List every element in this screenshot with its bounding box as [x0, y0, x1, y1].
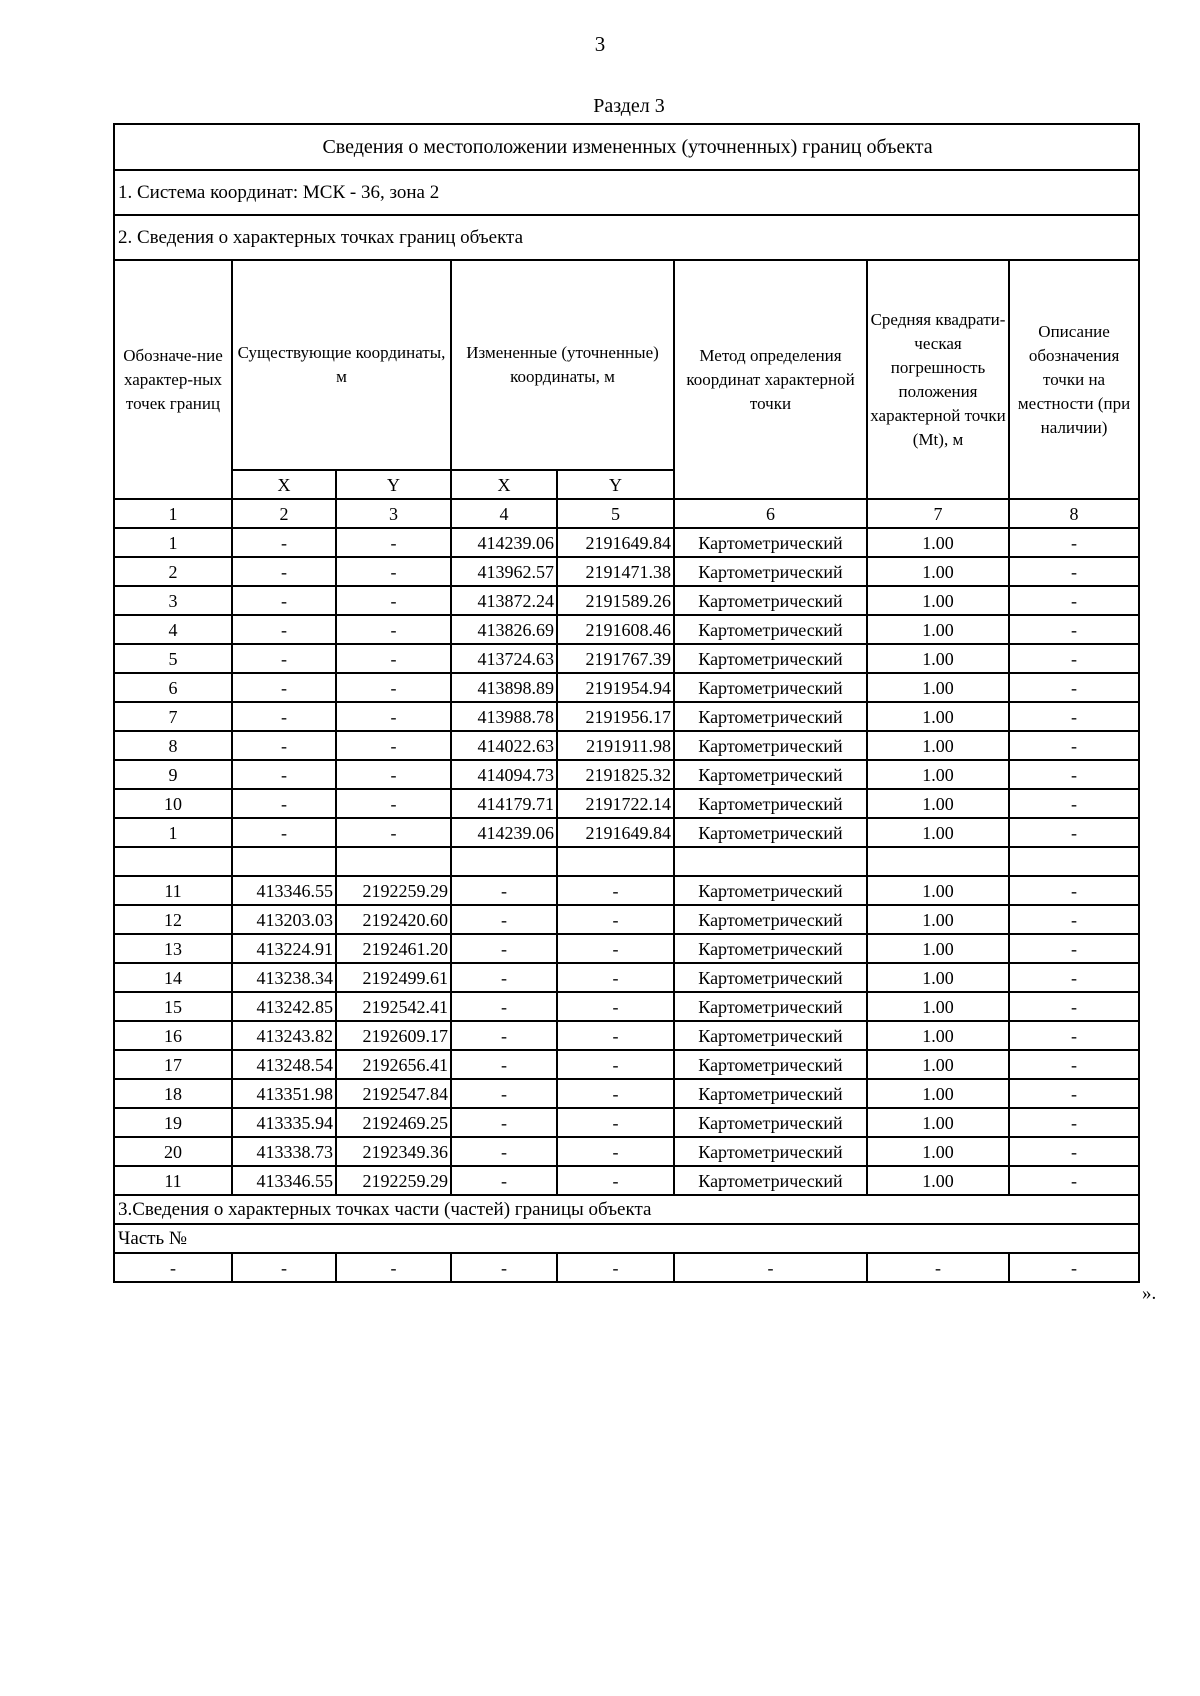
- point-cell: 18: [114, 1079, 232, 1108]
- changed-x-cell: -: [451, 1021, 557, 1050]
- point-cell: 2: [114, 557, 232, 586]
- column-number: 3: [336, 499, 451, 528]
- existing-x-cell: -: [232, 615, 336, 644]
- changed-x-cell: -: [451, 1050, 557, 1079]
- existing-y-cell: -: [336, 760, 451, 789]
- point-cell: 1: [114, 818, 232, 847]
- description-cell: -: [1009, 789, 1139, 818]
- mean-error-cell: 1.00: [867, 615, 1009, 644]
- description-cell: -: [1009, 905, 1139, 934]
- method-cell: Картометрический: [674, 731, 867, 760]
- mean-error-cell: 1.00: [867, 818, 1009, 847]
- existing-y-cell: 2192499.61: [336, 963, 451, 992]
- description-cell: -: [1009, 760, 1139, 789]
- description-cell: -: [1009, 818, 1139, 847]
- boundary-coordinates-table: [113, 123, 1140, 1283]
- method-cell: Картометрический: [674, 760, 867, 789]
- mean-error-cell: 1.00: [867, 789, 1009, 818]
- method-cell: Картометрический: [674, 818, 867, 847]
- changed-y-cell: -: [557, 876, 674, 905]
- changed-x-cell: 413826.69: [451, 615, 557, 644]
- point-cell: 8: [114, 731, 232, 760]
- description-cell: -: [1009, 1050, 1139, 1079]
- existing-x-cell: 413338.73: [232, 1137, 336, 1166]
- description-cell: -: [1009, 963, 1139, 992]
- point-cell: 10: [114, 789, 232, 818]
- existing-x-cell: -: [232, 702, 336, 731]
- point-cell: 9: [114, 760, 232, 789]
- table-row: [114, 586, 1139, 615]
- method-cell: Картометрический: [674, 557, 867, 586]
- changed-y-cell: 2191911.98: [557, 731, 674, 760]
- parts-cell: -: [1009, 1253, 1139, 1282]
- parts-heading: 3.Сведения о характерных точках части (частей) границы объекта: [114, 1195, 1139, 1224]
- existing-y-cell: 2192461.20: [336, 934, 451, 963]
- changed-y-cell: -: [557, 1050, 674, 1079]
- changed-x-cell: -: [451, 992, 557, 1021]
- existing-y-cell: -: [336, 702, 451, 731]
- point-cell: 1: [114, 528, 232, 557]
- header-description: Описание обозначения точки на местности (при наличии): [1009, 260, 1139, 499]
- section-label: Раздел 3: [593, 95, 665, 117]
- existing-y-cell: 2192609.17: [336, 1021, 451, 1050]
- changed-y-cell: 2191471.38: [557, 557, 674, 586]
- existing-y-cell: 2192547.84: [336, 1079, 451, 1108]
- table-row: [114, 905, 1139, 934]
- table-row: [114, 673, 1139, 702]
- existing-x-cell: -: [232, 789, 336, 818]
- description-cell: -: [1009, 702, 1139, 731]
- point-cell: 5: [114, 644, 232, 673]
- existing-x-cell: 413351.98: [232, 1079, 336, 1108]
- description-cell: -: [1009, 586, 1139, 615]
- method-cell: Картометрический: [674, 1137, 867, 1166]
- description-cell: -: [1009, 644, 1139, 673]
- changed-x-cell: -: [451, 1166, 557, 1195]
- changed-x-cell: 414179.71: [451, 789, 557, 818]
- existing-x-cell: 413346.55: [232, 1166, 336, 1195]
- method-cell: Картометрический: [674, 586, 867, 615]
- point-cell: 11: [114, 1166, 232, 1195]
- point-cell: 12: [114, 905, 232, 934]
- method-cell: Картометрический: [674, 905, 867, 934]
- column-number-row: [114, 499, 1139, 528]
- method-cell: Картометрический: [674, 1021, 867, 1050]
- method-cell: Картометрический: [674, 1050, 867, 1079]
- parts-cell: -: [114, 1253, 232, 1282]
- description-cell: -: [1009, 1021, 1139, 1050]
- existing-x-cell: 413346.55: [232, 876, 336, 905]
- changed-y-cell: 2191722.14: [557, 789, 674, 818]
- existing-x-cell: -: [232, 528, 336, 557]
- mean-error-cell: 1.00: [867, 1021, 1009, 1050]
- method-cell: Картометрический: [674, 644, 867, 673]
- mean-error-cell: 1.00: [867, 702, 1009, 731]
- changed-y-cell: -: [557, 1166, 674, 1195]
- changed-x-cell: -: [451, 934, 557, 963]
- table-row: [114, 557, 1139, 586]
- mean-error-cell: 1.00: [867, 1137, 1009, 1166]
- table-row: [114, 644, 1139, 673]
- description-cell: -: [1009, 1079, 1139, 1108]
- method-cell: Картометрический: [674, 934, 867, 963]
- existing-y-cell: -: [336, 528, 451, 557]
- method-cell: Картометрический: [674, 876, 867, 905]
- description-cell: -: [1009, 876, 1139, 905]
- mean-error-cell: 1.00: [867, 1166, 1009, 1195]
- column-number: 5: [557, 499, 674, 528]
- header-changed-x: X: [451, 470, 557, 499]
- changed-x-cell: 413872.24: [451, 586, 557, 615]
- parts-cell: -: [232, 1253, 336, 1282]
- changed-x-cell: -: [451, 963, 557, 992]
- description-cell: -: [1009, 1137, 1139, 1166]
- existing-y-cell: 2192656.41: [336, 1050, 451, 1079]
- changed-y-cell: -: [557, 1108, 674, 1137]
- description-cell: -: [1009, 731, 1139, 760]
- changed-y-cell: -: [557, 934, 674, 963]
- mean-error-cell: 1.00: [867, 1050, 1009, 1079]
- point-cell: 11: [114, 876, 232, 905]
- description-cell: -: [1009, 673, 1139, 702]
- header-changed-coords: Измененные (уточненные) координаты, м: [451, 260, 674, 470]
- method-cell: Картометрический: [674, 1108, 867, 1137]
- table-row: [114, 963, 1139, 992]
- existing-y-cell: 2192349.36: [336, 1137, 451, 1166]
- table-row: [114, 760, 1139, 789]
- method-cell: Картометрический: [674, 1079, 867, 1108]
- existing-x-cell: -: [232, 557, 336, 586]
- column-number: 1: [114, 499, 232, 528]
- changed-y-cell: 2191956.17: [557, 702, 674, 731]
- existing-y-cell: 2192469.25: [336, 1108, 451, 1137]
- existing-x-cell: -: [232, 760, 336, 789]
- point-cell: 6: [114, 673, 232, 702]
- changed-y-cell: -: [557, 1079, 674, 1108]
- changed-x-cell: -: [451, 1137, 557, 1166]
- existing-y-cell: 2192259.29: [336, 1166, 451, 1195]
- mean-error-cell: 1.00: [867, 673, 1009, 702]
- parts-cell: -: [557, 1253, 674, 1282]
- table-row: [114, 1050, 1139, 1079]
- existing-x-cell: -: [232, 644, 336, 673]
- existing-x-cell: -: [232, 586, 336, 615]
- changed-y-cell: 2191954.94: [557, 673, 674, 702]
- header-point-designation: Обозначе-ние характер-ных точек границ: [114, 260, 232, 499]
- table-row: [114, 934, 1139, 963]
- existing-y-cell: 2192420.60: [336, 905, 451, 934]
- description-cell: -: [1009, 615, 1139, 644]
- point-cell: 15: [114, 992, 232, 1021]
- parts-row: [114, 1253, 1139, 1282]
- mean-error-cell: 1.00: [867, 992, 1009, 1021]
- point-cell: 3: [114, 586, 232, 615]
- header-existing-y: Y: [336, 470, 451, 499]
- mean-error-cell: 1.00: [867, 1079, 1009, 1108]
- mean-error-cell: 1.00: [867, 1108, 1009, 1137]
- mean-error-cell: 1.00: [867, 876, 1009, 905]
- existing-x-cell: 413224.91: [232, 934, 336, 963]
- mean-error-cell: 1.00: [867, 644, 1009, 673]
- table-row: [114, 1108, 1139, 1137]
- changed-y-cell: -: [557, 992, 674, 1021]
- table-row: [114, 789, 1139, 818]
- mean-error-cell: 1.00: [867, 760, 1009, 789]
- column-number: 8: [1009, 499, 1139, 528]
- method-cell: Картометрический: [674, 615, 867, 644]
- header-changed-y: Y: [557, 470, 674, 499]
- point-cell: 19: [114, 1108, 232, 1137]
- existing-y-cell: -: [336, 615, 451, 644]
- coordinate-system: 1. Система координат: МСК - 36, зона 2: [114, 170, 1139, 215]
- mean-error-cell: 1.00: [867, 905, 1009, 934]
- method-cell: Картометрический: [674, 1166, 867, 1195]
- parts-cell: -: [451, 1253, 557, 1282]
- changed-x-cell: -: [451, 905, 557, 934]
- existing-x-cell: -: [232, 731, 336, 760]
- separator-row: [114, 847, 1139, 876]
- column-number: 2: [232, 499, 336, 528]
- description-cell: -: [1009, 992, 1139, 1021]
- changed-x-cell: 413898.89: [451, 673, 557, 702]
- part-number-label: Часть №: [114, 1224, 1139, 1253]
- existing-y-cell: 2192259.29: [336, 876, 451, 905]
- page-number: 3: [594, 32, 606, 56]
- point-cell: 7: [114, 702, 232, 731]
- mean-error-cell: 1.00: [867, 934, 1009, 963]
- mean-error-cell: 1.00: [867, 586, 1009, 615]
- existing-y-cell: -: [336, 818, 451, 847]
- changed-x-cell: 413988.78: [451, 702, 557, 731]
- parts-cell: -: [336, 1253, 451, 1282]
- changed-x-cell: 414094.73: [451, 760, 557, 789]
- header-mean-error: Средняя квадрати-ческая погрешность положения характерной точки (Mt), м: [867, 260, 1009, 499]
- column-number: 7: [867, 499, 1009, 528]
- table-row: [114, 615, 1139, 644]
- table-title: Сведения о местоположении измененных (уточненных) границ объекта: [114, 124, 1139, 170]
- description-cell: -: [1009, 557, 1139, 586]
- method-cell: Картометрический: [674, 963, 867, 992]
- method-cell: Картометрический: [674, 992, 867, 1021]
- column-number: 6: [674, 499, 867, 528]
- existing-y-cell: -: [336, 586, 451, 615]
- table-row: [114, 528, 1139, 557]
- table-row: [114, 818, 1139, 847]
- changed-x-cell: 414239.06: [451, 528, 557, 557]
- existing-y-cell: -: [336, 673, 451, 702]
- description-cell: -: [1009, 1108, 1139, 1137]
- table-row: [114, 1166, 1139, 1195]
- existing-y-cell: -: [336, 731, 451, 760]
- method-cell: Картометрический: [674, 528, 867, 557]
- existing-x-cell: -: [232, 818, 336, 847]
- description-cell: -: [1009, 934, 1139, 963]
- column-number: 4: [451, 499, 557, 528]
- table-row: [114, 1021, 1139, 1050]
- header-existing-coords: Существующие координаты, м: [232, 260, 451, 470]
- header-existing-x: X: [232, 470, 336, 499]
- changed-y-cell: -: [557, 1021, 674, 1050]
- existing-x-cell: 413238.34: [232, 963, 336, 992]
- point-cell: 16: [114, 1021, 232, 1050]
- existing-y-cell: -: [336, 557, 451, 586]
- mean-error-cell: 1.00: [867, 528, 1009, 557]
- existing-x-cell: 413243.82: [232, 1021, 336, 1050]
- mean-error-cell: 1.00: [867, 963, 1009, 992]
- changed-x-cell: 413962.57: [451, 557, 557, 586]
- table-row: [114, 992, 1139, 1021]
- changed-x-cell: 414022.63: [451, 731, 557, 760]
- closing-quote: ».: [1142, 1283, 1157, 1304]
- table-row: [114, 1137, 1139, 1166]
- changed-x-cell: -: [451, 1108, 557, 1137]
- table-row: [114, 702, 1139, 731]
- existing-x-cell: 413203.03: [232, 905, 336, 934]
- changed-x-cell: -: [451, 876, 557, 905]
- method-cell: Картометрический: [674, 789, 867, 818]
- description-cell: -: [1009, 1166, 1139, 1195]
- description-cell: -: [1009, 528, 1139, 557]
- existing-x-cell: 413248.54: [232, 1050, 336, 1079]
- header-method: Метод определения координат характерной точки: [674, 260, 867, 499]
- changed-y-cell: -: [557, 963, 674, 992]
- table-row: [114, 731, 1139, 760]
- point-cell: 14: [114, 963, 232, 992]
- mean-error-cell: 1.00: [867, 557, 1009, 586]
- existing-y-cell: -: [336, 644, 451, 673]
- point-cell: 17: [114, 1050, 232, 1079]
- point-cell: 13: [114, 934, 232, 963]
- parts-cell: -: [867, 1253, 1009, 1282]
- existing-y-cell: -: [336, 789, 451, 818]
- existing-x-cell: -: [232, 673, 336, 702]
- existing-x-cell: 413242.85: [232, 992, 336, 1021]
- changed-x-cell: 413724.63: [451, 644, 557, 673]
- changed-y-cell: -: [557, 905, 674, 934]
- changed-y-cell: 2191608.46: [557, 615, 674, 644]
- changed-y-cell: 2191589.26: [557, 586, 674, 615]
- changed-x-cell: -: [451, 1079, 557, 1108]
- points-heading: 2. Сведения о характерных точках границ объекта: [114, 215, 1139, 260]
- changed-y-cell: 2191649.84: [557, 818, 674, 847]
- mean-error-cell: 1.00: [867, 731, 1009, 760]
- method-cell: Картометрический: [674, 702, 867, 731]
- changed-y-cell: 2191649.84: [557, 528, 674, 557]
- table-row: [114, 1079, 1139, 1108]
- method-cell: Картометрический: [674, 673, 867, 702]
- changed-x-cell: 414239.06: [451, 818, 557, 847]
- parts-cell: -: [674, 1253, 867, 1282]
- table-row: [114, 876, 1139, 905]
- changed-y-cell: 2191825.32: [557, 760, 674, 789]
- existing-y-cell: 2192542.41: [336, 992, 451, 1021]
- existing-x-cell: 413335.94: [232, 1108, 336, 1137]
- changed-y-cell: -: [557, 1137, 674, 1166]
- point-cell: 4: [114, 615, 232, 644]
- changed-y-cell: 2191767.39: [557, 644, 674, 673]
- point-cell: 20: [114, 1137, 232, 1166]
